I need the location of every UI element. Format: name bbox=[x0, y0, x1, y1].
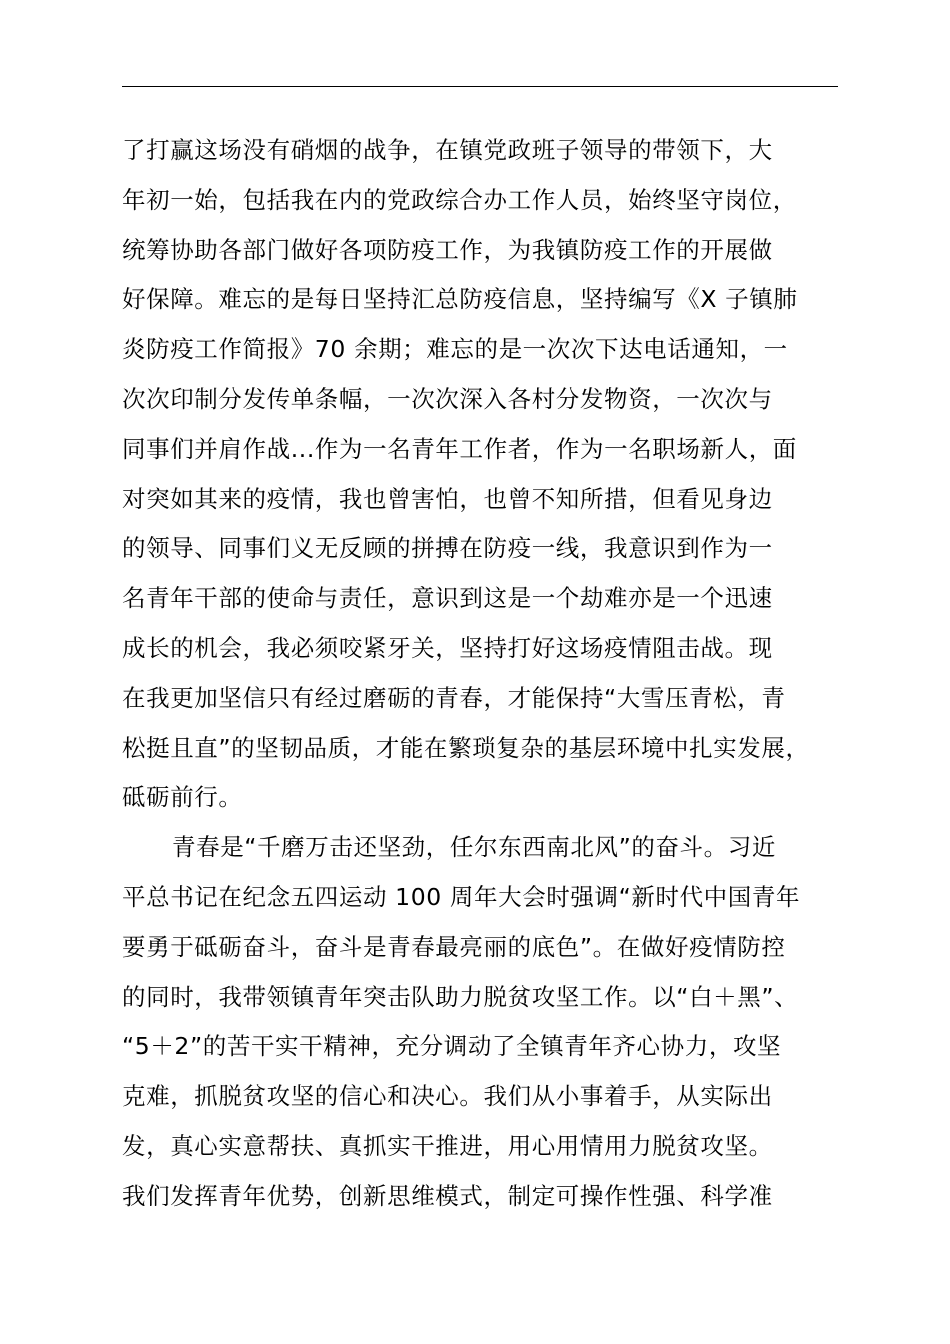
text-line: 我们发挥青年优势，创新思维模式，制定可操作性强、科学准 bbox=[122, 1181, 773, 1210]
header-rule bbox=[122, 86, 838, 87]
text-line: 对突如其来的疫情，我也曾害怕，也曾不知所措，但看见身边 bbox=[122, 484, 773, 513]
text-line: 好保障。难忘的是每日坚持汇总防疫信息，坚持编写《X 子镇肺 bbox=[122, 285, 798, 314]
text-line: 同事们并肩作战...作为一名青年工作者，作为一名职场新人，面 bbox=[122, 434, 797, 463]
text-line: 砥砺前行。 bbox=[122, 783, 243, 812]
text-line: 成长的机会，我必须咬紧牙关，坚持打好这场疫情阻击战。现 bbox=[122, 633, 773, 662]
text-line: 的领导、同事们义无反顾的拼搏在防疫一线，我意识到作为一 bbox=[122, 534, 773, 563]
text-line: 要勇于砥砺奋斗，奋斗是青春最亮丽的底色”。在做好疫情防控 bbox=[122, 932, 786, 961]
text-line: 统筹协助各部门做好各项防疫工作，为我镇防疫工作的开展做 bbox=[122, 235, 773, 264]
body-text bbox=[122, 126, 862, 1222]
paragraph-first-line: 青春是“千磨万击还坚劲，任尔东西南北风”的奋斗。习近 bbox=[172, 833, 776, 862]
text-line: 年初一始，包括我在内的党政综合办工作人员，始终坚守岗位， bbox=[122, 185, 797, 214]
text-line: 次次印制分发传单条幅，一次次深入各村分发物资，一次次与 bbox=[122, 384, 773, 413]
text-line: 炎防疫工作简报》70 余期；难忘的是一次次下达电话通知，一 bbox=[122, 335, 788, 364]
text-line: 名青年干部的使命与责任，意识到这是一个劫难亦是一个迅速 bbox=[122, 584, 773, 613]
text-line: 了打赢这场没有硝烟的战争，在镇党政班子领导的带领下，大 bbox=[122, 136, 773, 164]
text-line: 的同时，我带领镇青年突击队助力脱贫攻坚工作。以“白＋黑”、 bbox=[122, 982, 799, 1011]
text-line: 发，真心实意帮扶、真抓实干推进，用心用情用力脱贫攻坚。 bbox=[122, 1131, 773, 1160]
text-line: 在我更加坚信只有经过磨砺的青春，才能保持“大雪压青松，青 bbox=[122, 683, 786, 712]
text-line: “5＋2”的苦干实干精神，充分调动了全镇青年齐心协力，攻坚 bbox=[122, 1032, 782, 1061]
text-line: 松挺且直”的坚韧品质，才能在繁琐复杂的基层环境中扎实发展， bbox=[122, 733, 810, 762]
text-line: 平总书记在纪念五四运动 100 周年大会时强调“新时代中国青年 bbox=[122, 882, 801, 911]
text-line: 克难，抓脱贫攻坚的信心和决心。我们从小事着手，从实际出 bbox=[122, 1082, 773, 1111]
